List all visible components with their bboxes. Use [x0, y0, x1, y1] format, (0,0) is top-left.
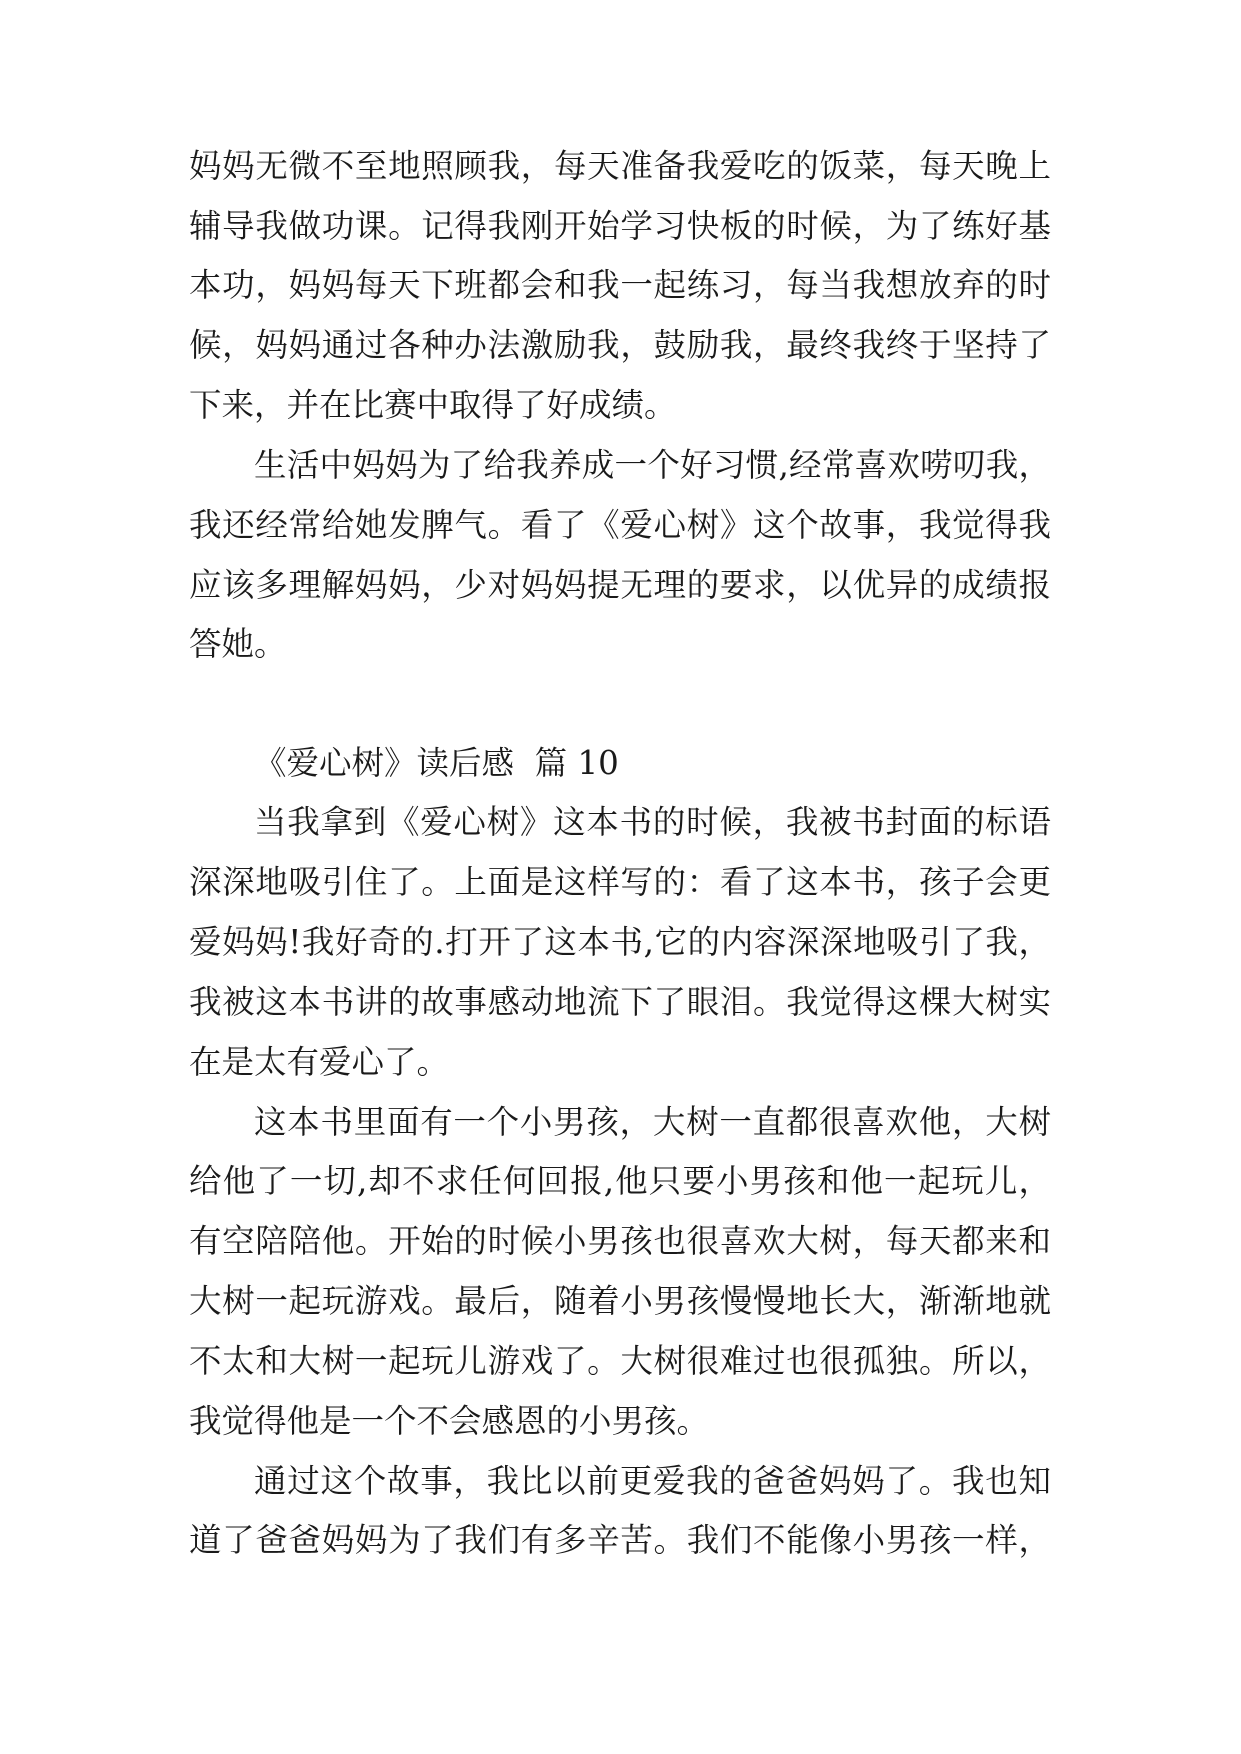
text-line: 应该多理解妈妈，少对妈妈提无理的要求，以优异的成绩报 — [189, 566, 1051, 604]
text-line: 爱妈妈!我好奇的.打开了这本书,它的内容深深地吸引了我， — [189, 923, 1051, 961]
text-line: 我觉得他是一个不会感恩的小男孩。 — [189, 1402, 710, 1440]
text-line: 答她。 — [189, 625, 287, 663]
section-heading: 《爱心树》读后感 篇 10 — [254, 744, 619, 782]
text-line: 给他了一切,却不求任何回报,他只要小男孩和他一起玩儿， — [189, 1162, 1051, 1200]
text-line: 通过这个故事，我比以前更爱我的爸爸妈妈了。我也知 — [254, 1462, 1051, 1500]
text-line: 当我拿到《爱心树》这本书的时候，我被书封面的标语 — [254, 803, 1051, 841]
text-line: 生活中妈妈为了给我养成一个好习惯,经常喜欢唠叨我， — [254, 446, 1051, 484]
text-line: 深深地吸引住了。上面是这样写的：看了这本书，孩子会更 — [189, 863, 1051, 901]
text-line: 下来，并在比赛中取得了好成绩。 — [189, 386, 677, 424]
text-line: 在是太有爱心了。 — [189, 1043, 450, 1081]
text-line: 妈妈无微不至地照顾我，每天准备我爱吃的饭菜，每天晚上 — [189, 147, 1051, 185]
text-line: 大树一起玩游戏。最后，随着小男孩慢慢地长大，渐渐地就 — [189, 1282, 1051, 1320]
text-line: 不太和大树一起玩儿游戏了。大树很难过也很孤独。所以， — [189, 1342, 1051, 1380]
text-line: 有空陪陪他。开始的时候小男孩也很喜欢大树，每天都来和 — [189, 1222, 1051, 1260]
text-line: 我被这本书讲的故事感动地流下了眼泪。我觉得这棵大树实 — [189, 983, 1051, 1021]
text-line: 这本书里面有一个小男孩，大树一直都很喜欢他，大树 — [254, 1103, 1051, 1141]
text-line: 辅导我做功课。记得我刚开始学习快板的时候，为了练好基 — [189, 207, 1051, 245]
text-line: 候，妈妈通过各种办法激励我，鼓励我，最终我终于坚持了 — [189, 326, 1051, 364]
text-line: 本功，妈妈每天下班都会和我一起练习，每当我想放弃的时 — [189, 266, 1051, 304]
text-line: 道了爸爸妈妈为了我们有多辛苦。我们不能像小男孩一样， — [189, 1521, 1051, 1559]
text-line: 我还经常给她发脾气。看了《爱心树》这个故事，我觉得我 — [189, 506, 1051, 544]
